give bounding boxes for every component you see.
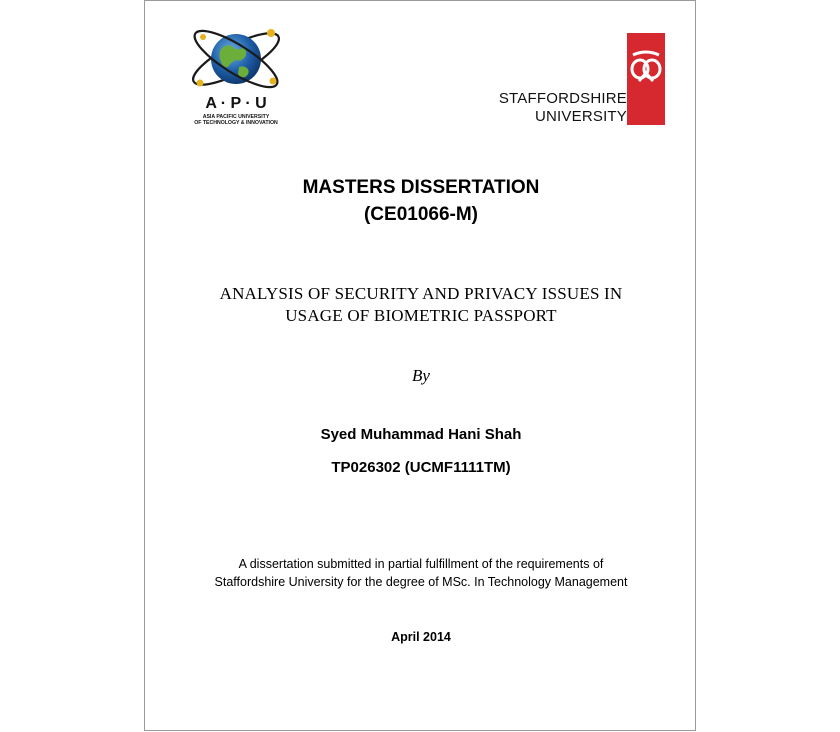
thesis-title-line2: USAGE OF BIOMETRIC PASSPORT — [285, 306, 557, 325]
document-title: MASTERS DISSERTATION — [302, 177, 540, 198]
apu-subtitle-line1: ASIA PACIFIC UNIVERSITY — [202, 114, 270, 120]
submission-date: April 2014 — [391, 630, 451, 644]
staffordshire-knot-icon — [627, 47, 665, 85]
description-line1: A dissertation submitted in partial fulfillment of the requirements of — [238, 557, 604, 571]
staffordshire-name-line1: STAFFORDSHIRE — [498, 90, 627, 107]
student-id: TP026302 (UCMF1111TM) — [331, 459, 511, 476]
staffordshire-name-line2: UNIVERSITY — [534, 108, 627, 125]
description-line2: Staffordshire University for the degree of MSc. In Technology Management — [214, 575, 628, 589]
document-page — [144, 0, 696, 731]
apu-subtitle-line2: OF TECHNOLOGY & INNOVATION — [194, 120, 278, 126]
module-code: (CE01066-M) — [363, 204, 479, 225]
staffordshire-logo — [498, 33, 665, 129]
globe-icon — [181, 19, 291, 97]
author-name: Syed Muhammad Hani Shah — [320, 426, 522, 443]
by-label: By — [412, 366, 430, 385]
apu-logo — [181, 19, 291, 129]
thesis-title-line1: ANALYSIS OF SECURITY AND PRIVACY ISSUES IN — [219, 284, 623, 303]
apu-letters: A · P · U — [205, 95, 267, 112]
